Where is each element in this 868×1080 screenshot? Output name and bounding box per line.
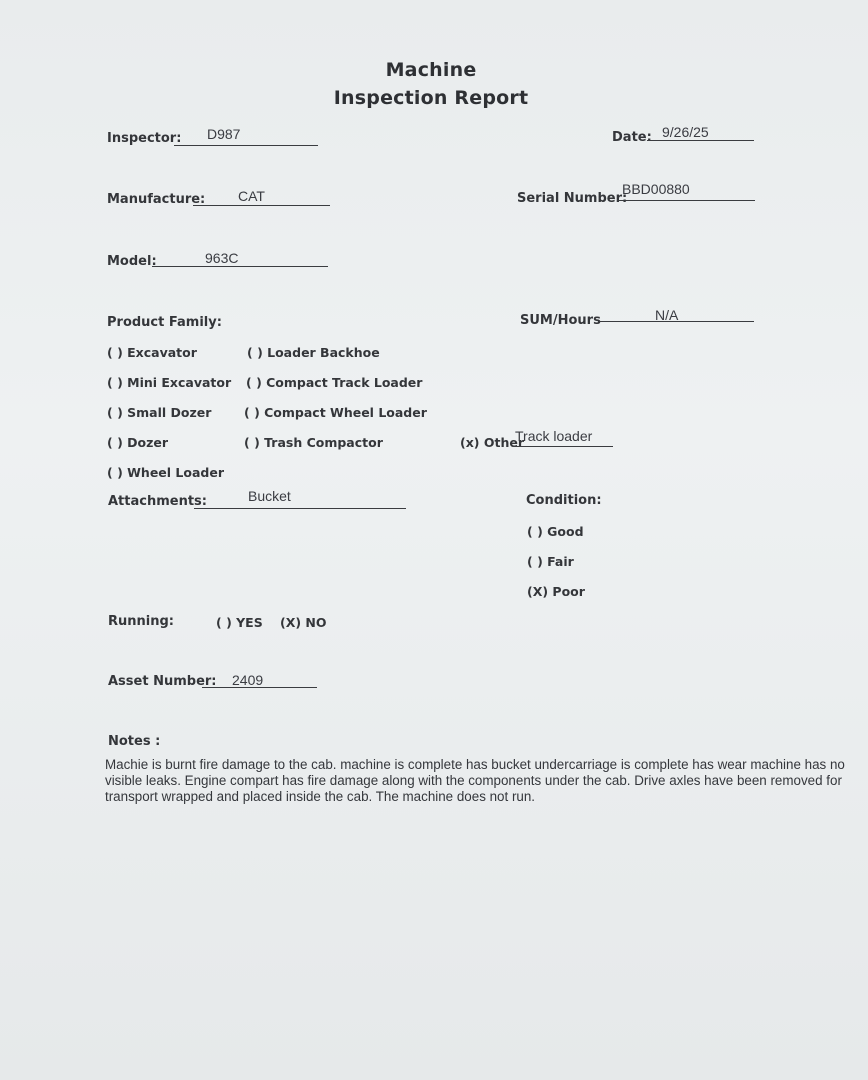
asset-number-label: Asset Number: xyxy=(108,674,217,689)
product-family-label: Product Family: xyxy=(107,315,222,330)
inspector-label: Inspector: xyxy=(107,131,182,146)
option-small-dozer: ( ) Small Dozer xyxy=(107,405,212,420)
condition-poor: (X) Poor xyxy=(527,584,585,599)
option-trash-compactor: ( ) Trash Compactor xyxy=(244,435,383,450)
date-value: 9/26/25 xyxy=(662,124,709,140)
attachments-underline xyxy=(194,508,406,509)
sum-hours-label: SUM/Hours xyxy=(520,313,601,328)
option-wheel-loader: ( ) Wheel Loader xyxy=(107,465,224,480)
report-title-line-2: Inspection Report xyxy=(333,87,529,109)
manufacture-value: CAT xyxy=(238,188,265,204)
notes-label: Notes : xyxy=(108,734,161,749)
option-other: (x) Other xyxy=(460,435,524,450)
inspector-value: D987 xyxy=(207,126,241,142)
serial-number-underline xyxy=(617,200,755,201)
inspector-underline xyxy=(174,145,318,146)
model-value: 963C xyxy=(205,250,239,266)
serial-number-value: BBD00880 xyxy=(622,181,690,197)
manufacture-underline xyxy=(193,205,330,206)
running-no: (X) NO xyxy=(280,615,327,630)
model-label: Model: xyxy=(107,254,157,269)
attachments-label: Attachments: xyxy=(108,494,207,509)
running-label: Running: xyxy=(108,614,174,629)
attachments-value: Bucket xyxy=(248,488,291,504)
option-mini-excavator: ( ) Mini Excavator xyxy=(107,375,232,390)
option-dozer: ( ) Dozer xyxy=(107,435,169,450)
notes-text: Machie is burnt fire damage to the cab. machine is complete has bucket undercarriage is complete has wear machine has no visible leaks. Engine compart has fire damage along with the components under the cab. Drive axles have been removed for transport wrapped and placed inside the cab. The machine does not run. xyxy=(105,757,845,804)
date-label: Date: xyxy=(612,130,652,145)
manufacture-label: Manufacture: xyxy=(107,192,206,207)
condition-good: ( ) Good xyxy=(527,524,584,539)
serial-number-label: Serial Number: xyxy=(517,191,628,206)
date-underline xyxy=(647,140,754,141)
report-title-line-1: Machine xyxy=(385,59,477,81)
sum-hours-value: N/A xyxy=(655,307,679,323)
option-compact-track-loader: ( ) Compact Track Loader xyxy=(246,375,423,390)
option-excavator: ( ) Excavator xyxy=(107,345,197,360)
model-underline xyxy=(152,266,328,267)
running-yes: ( ) YES xyxy=(216,615,263,630)
option-compact-wheel-loader: ( ) Compact Wheel Loader xyxy=(244,405,427,420)
other-underline xyxy=(514,446,613,447)
option-loader-backhoe: ( ) Loader Backhoe xyxy=(247,345,380,360)
condition-label: Condition: xyxy=(526,493,602,508)
asset-number-value: 2409 xyxy=(232,672,264,688)
condition-fair: ( ) Fair xyxy=(527,554,574,569)
other-value: Track loader xyxy=(515,428,593,444)
